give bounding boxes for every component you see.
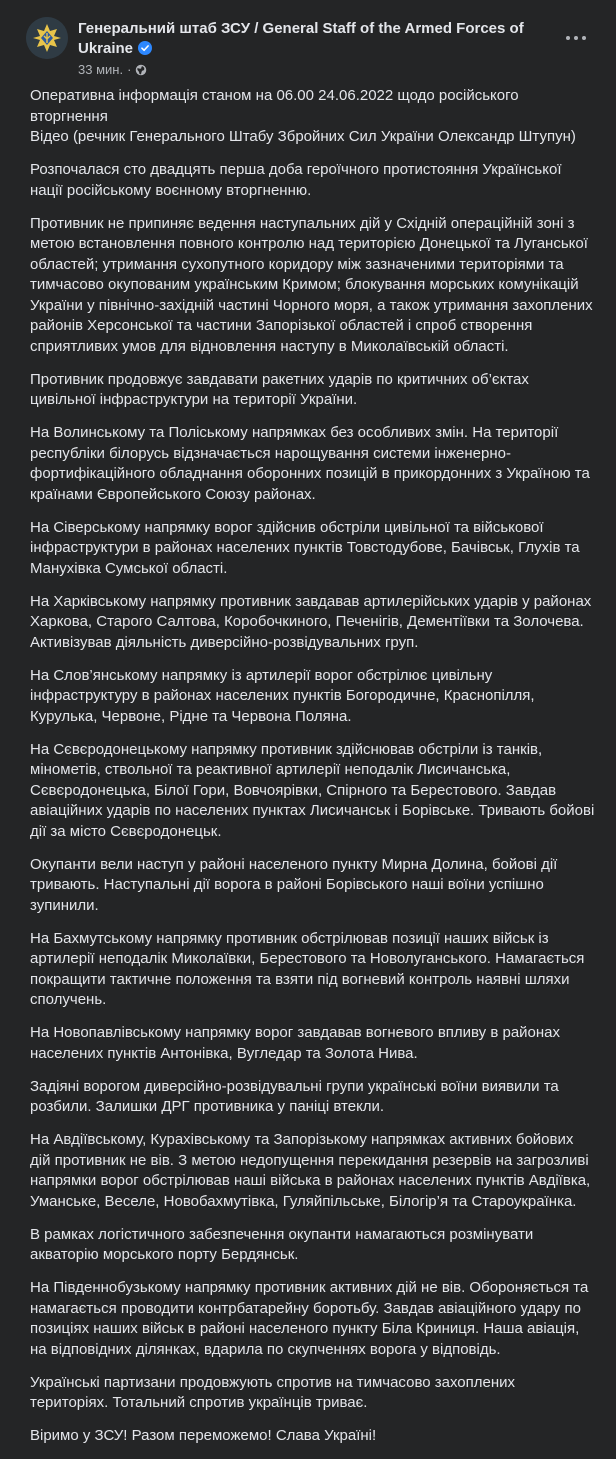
verified-badge-icon [138, 41, 152, 55]
post-header [0, 0, 616, 84]
post-paragraph-3: Противник не припиняє ведення наступальних дій у Східній операційній зоні з метою встановлення повного контролю над територією Донецької та Луганської областей; утримання сухопутного коридору між зазначеними територіями та тимчасово окупованим українським Кримом; блокування морських комунікацій України у північно-західній частині Чорного моря, а також утримання захоплених районів Херсонської та частини Запорізької областей і спроб створення сприятливих умов для відновлення наступу в Миколаївській області. [30, 214, 593, 355]
post-paragraph-15: В рамках логістичного забезпечення окупанти намагаються розмінувати акваторію морського порту Бердянськ. [30, 1225, 534, 1263]
more-options-icon [566, 36, 570, 40]
post-title-block [78, 19, 538, 78]
page-name-text[interactable]: Генеральний штаб ЗСУ / General Staff of the Armed Forces of Ukraine [78, 20, 524, 57]
post-timestamp[interactable]: 33 мин. [78, 62, 124, 77]
post-paragraph-17: Українські партизани продовжують спротив на тимчасово захоплених територіях. Тотальний спротив українців триває. [30, 1373, 516, 1411]
post-paragraph-4: Противник продовжує завдавати ракетних ударів по критичних об’єктах цивільної інфраструктури на території України. [30, 370, 529, 408]
post-paragraph-6: На Сіверському напрямку ворог здійснив обстріли цивільної та військової інфраструктури в районах населених пунктів Товстодубове, Бачівськ, Глухів та Манухівка Сумської області. [30, 518, 580, 577]
post-paragraph-9: На Сєвєродонецькому напрямку противник здійснював обстріли із танків, мінометів, ствольної та реактивної артилерії неподалік Лисичанська, Сєвєродонецька, Білої Гори, Вовчоярівки, Спірного та Берестового. Завдав авіаційних ударів по населених пунктах Лисичанськ і Борівське. Тривають бойові дії за місто Сєвєродонецьк. [30, 740, 595, 840]
page-name-link[interactable] [78, 19, 538, 59]
more-options-button[interactable] [558, 26, 594, 50]
post-paragraph-10: Окупанти вели наступ у районі населеного пункту Мирна Долина, бойові дії тривають. Наступальні дії ворога в районі Борівського наші воїни успішно зупинили. [30, 855, 558, 914]
armed-forces-emblem-icon [26, 17, 68, 59]
page-avatar[interactable] [26, 17, 68, 59]
more-options-dot [582, 36, 586, 40]
post-body [30, 86, 596, 1459]
post-paragraph-14: На Авдіївському, Курахівському та Запорізькому напрямках активних бойових дій противник не вів. З метою недопущення перекидання резервів на загрозливі напрямки ворог обстрілював наші війська в районах населених пунктів Авдіївка, Уманське, Веселе, Новобахмутівка, Гуляйпільське, Білогір’я та Староукраїнка. [30, 1131, 591, 1210]
post-paragraph-2: Розпочалася сто двадцять перша доба героїчного протистояння Української нації російському воєнному вторгненню. [30, 161, 562, 199]
post-paragraph-13: Задіяні ворогом диверсійно-розвідувальні групи українські воїни виявили та розбили. Залишки ДРГ противника у паніці втекли. [30, 1077, 559, 1115]
post-paragraph-8: На Слов’янському напрямку із артилерії ворог обстрілює цивільну інфраструктуру в районах населених пунктів Богородичне, Краснопілля, Курулька, Червоне, Рідне та Червона Поляна. [30, 666, 535, 725]
meta-separator: · [127, 62, 132, 77]
post-paragraph-7: На Харківському напрямку противник завдавав артилерійських ударів у районах Харкова, Старого Салтова, Коробочкиного, Печенігів, Дементіївки та Золочева. Активізував діяльність диверсійно-розвідувальних груп. [30, 592, 592, 651]
post-paragraph-1: Оперативна інформація станом на 06.00 24.06.2022 щодо російського вторгнення Відео (речник Генерального Штабу Збройних Сил України Олександр Штупун) [30, 87, 576, 145]
more-options-dot [574, 36, 578, 40]
globe-icon[interactable] [135, 64, 147, 76]
post-paragraph-18: Віримо у ЗСУ! Разом переможемо! Слава Україні! [30, 1427, 377, 1444]
post-paragraph-16: На Південнобузькому напрямку противник активних дій не вів. Обороняється та намагається проводити контрбатарейну боротьбу. Завдав авіаційного удару по позиціях наших військ в районі населеного пункту Біла Криниця. Наша авіація, на відповідних ділянках, вдарила по скупченнях ворога у відповідь. [30, 1279, 589, 1358]
post-meta [78, 62, 538, 78]
post-paragraph-11: На Бахмутському напрямку противник обстрілював позиції наших військ із артилерії неподалік Миколаївки, Берестового та Новолуганського. Намагається покращити тактичне положення та взяти під вогневий контроль наявні шляхи сполучень. [30, 929, 585, 1008]
post-paragraph-12: На Новопавлівському напрямку ворог завдавав вогневого впливу в районах населених пунктів Антонівка, Вугледар та Золота Нива. [30, 1024, 561, 1062]
post-paragraph-5: На Волинському та Поліському напрямках без особливих змін. На території республіки білорусь відзначається нарощування системи інженерно-фортифікаційного обладнання оборонних позицій в прикордонних з Україною та країнами Європейського Союзу районах. [30, 424, 590, 503]
